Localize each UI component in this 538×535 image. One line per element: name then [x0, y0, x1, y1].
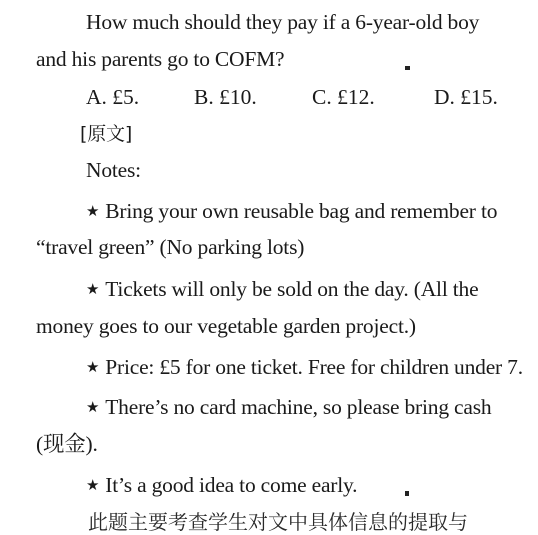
section-heading: [原文] [80, 123, 133, 145]
cut-off-line: 此题主要考查学生对文中具体信息的提取与 [88, 510, 468, 534]
star-icon: ★ [86, 358, 100, 376]
scan-speck [405, 491, 409, 496]
star-icon: ★ [86, 280, 100, 298]
option-b: B. £10. [194, 85, 257, 109]
note-4-line-1: ★ There’s no card machine, so please bring cash [86, 395, 492, 419]
option-d: D. £15. [434, 85, 498, 109]
star-icon: ★ [86, 476, 100, 494]
note-1-line-2: “travel green” (No parking lots) [36, 235, 305, 259]
note-2-line-2: money goes to our vegetable garden project.) [36, 314, 416, 338]
question-line-2: and his parents go to COFM? [36, 47, 285, 71]
note-2-line-1: ★ Tickets will only be sold on the day. (All the [86, 277, 479, 301]
note-5-line-1: ★ It’s a good idea to come early. [86, 473, 358, 497]
star-icon: ★ [86, 202, 100, 220]
star-icon: ★ [86, 398, 100, 416]
note-1-line-1: ★ Bring your own reusable bag and remember to [86, 199, 498, 223]
notes-title: Notes: [86, 158, 141, 182]
note-3-line-1: ★ Price: £5 for one ticket. Free for children under 7. [86, 355, 523, 379]
note-4-line-2: (现金). [36, 432, 98, 456]
question-line-1: How much should they pay if a 6-year-old boy [86, 10, 480, 34]
option-c: C. £12. [312, 85, 375, 109]
answer-options [86, 84, 516, 110]
scan-speck [405, 66, 410, 70]
option-a: A. £5. [86, 85, 140, 109]
